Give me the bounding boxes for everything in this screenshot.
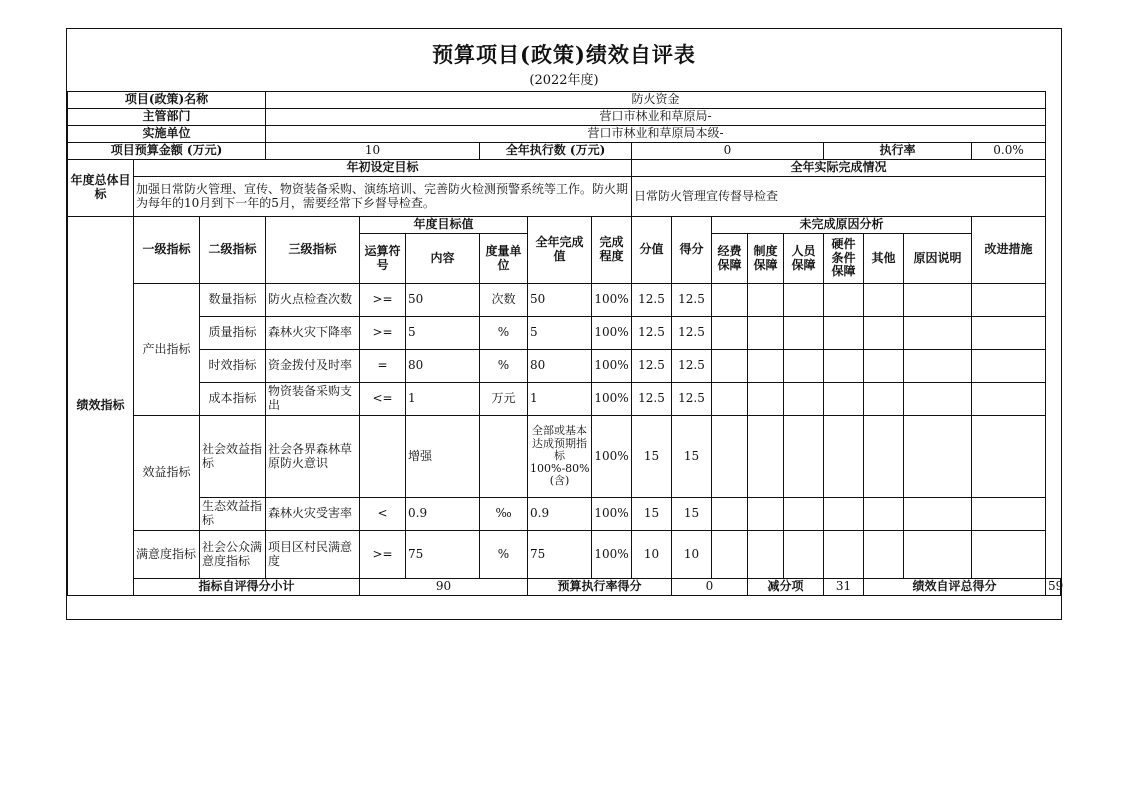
cell-actual: 75 [528,531,592,579]
cell-l2: 数量指标 [200,284,266,317]
cell-unit: 次数 [480,284,528,317]
table-row [68,498,1061,531]
cell-op: >= [360,317,406,350]
col-score-value: 分值 [632,217,672,284]
col-actual: 全年完成值 [528,217,592,284]
cell-l3: 社会各界森林草原防火意识 [266,416,360,498]
row-unit [68,126,1061,143]
project-name-value: 防火资金 [266,92,1046,109]
cell-unit: 万元 [480,383,528,416]
total-value: 59 [1046,579,1061,596]
subtotal-value: 90 [360,579,528,596]
cell-actual: 全部或基本达成预期指标100%-80%(含) [528,416,592,498]
cell-op: < [360,498,406,531]
col-reason-staff: 人员保障 [784,234,824,284]
cell-unit: % [480,350,528,383]
evaluation-sheet [66,28,1062,620]
cell-score: 10 [672,531,712,579]
cell-op: >= [360,531,406,579]
col-improve: 改进措施 [972,217,1046,284]
col-content: 内容 [406,234,480,284]
year-label: (2022年度) [529,73,599,88]
unit-value: 营口市林业和草原局本级- [266,126,1046,143]
col-degree: 完成程度 [592,217,632,284]
deduct-label: 减分项 [748,579,824,596]
rate-value: 0.0% [972,143,1046,160]
actual-completion-label: 全年实际完成情况 [632,160,1046,177]
cell-unit [480,416,528,498]
col-l1: 一级指标 [134,217,200,284]
cell-content: 0.9 [406,498,480,531]
cell-score: 15 [672,498,712,531]
cell-value: 12.5 [632,317,672,350]
cell-l2: 生态效益指标 [200,498,266,531]
cell-l3: 森林火灾下降率 [266,317,360,350]
executed-value: 0 [632,143,824,160]
cell-unit: % [480,317,528,350]
cell-degree: 100% [592,284,632,317]
cell-value: 10 [632,531,672,579]
rate-label: 执行率 [824,143,972,160]
cell-op: = [360,350,406,383]
cell-content: 5 [406,317,480,350]
cell-content: 80 [406,350,480,383]
page-title: 预算项目(政策)绩效自评表 [432,42,696,67]
col-reason-funds: 经费保障 [712,234,748,284]
exec-score-value: 0 [672,579,748,596]
initial-goal-text: 加强日常防火管理、宣传、物资装备采购、演练培训、完善防火检测预警系统等工作。防火期为每年的10月到下一年的5月，需要经常下乡督导检查。 [134,177,632,217]
table-row [68,531,1061,579]
row-project-name [68,92,1061,109]
cell-degree: 100% [592,498,632,531]
row-goals-body [68,177,1061,217]
cell-actual: 50 [528,284,592,317]
cell-degree: 100% [592,350,632,383]
budget-label: 项目预算金额 (万元) [68,143,266,160]
row-budget [68,143,1061,160]
dept-value: 营口市林业和草原局- [266,109,1046,126]
table-row [68,350,1061,383]
initial-goal-label: 年初设定目标 [134,160,632,177]
row-dept [68,109,1061,126]
cell-l2: 质量指标 [200,317,266,350]
cell-l2: 成本指标 [200,383,266,416]
col-reason-desc: 原因说明 [904,234,972,284]
cell-unit: % [480,531,528,579]
exec-score-label: 预算执行率得分 [528,579,672,596]
cell-op: >= [360,284,406,317]
evaluation-table [67,91,1064,596]
cell-actual: 80 [528,350,592,383]
cell-content: 50 [406,284,480,317]
col-l3: 三级指标 [266,217,360,284]
executed-label: 全年执行数 (万元) [480,143,632,160]
group-satisfaction: 满意度指标 [134,531,200,579]
annual-goal-label: 年度总体目标 [68,160,134,217]
cell-op: <= [360,383,406,416]
project-name-label: 项目(政策)名称 [68,92,266,109]
col-reason-group: 未完成原因分析 [712,217,972,234]
col-l2: 二级指标 [200,217,266,284]
cell-value: 15 [632,498,672,531]
row-footer [68,579,1061,596]
table-row [68,317,1061,350]
deduct-value: 31 [824,579,864,596]
col-op: 运算符号 [360,234,406,284]
cell-content: 75 [406,531,480,579]
cell-score: 12.5 [672,383,712,416]
cell-value: 12.5 [632,350,672,383]
cell-content: 增强 [406,416,480,498]
table-row [68,416,1061,498]
cell-score: 12.5 [672,350,712,383]
cell-degree: 100% [592,383,632,416]
subtotal-label: 指标自评得分小计 [134,579,360,596]
cell-l2: 社会公众满意度指标 [200,531,266,579]
row-header-1 [68,217,1061,234]
cell-value: 12.5 [632,284,672,317]
col-target-group: 年度目标值 [360,217,528,234]
cell-actual: 1 [528,383,592,416]
cell-l2: 时效指标 [200,350,266,383]
col-reason-hardware: 硬件条件保障 [824,234,864,284]
col-score: 得分 [672,217,712,284]
cell-l3: 资金拨付及时率 [266,350,360,383]
group-output: 产出指标 [134,284,200,416]
row-goals-header [68,160,1061,177]
cell-l3: 森林火灾受害率 [266,498,360,531]
col-unit: 度量单位 [480,234,528,284]
cell-unit: ‰ [480,498,528,531]
table-row [68,284,1061,317]
cell-value: 15 [632,416,672,498]
cell-score: 12.5 [672,317,712,350]
total-label: 绩效自评总得分 [864,579,1046,596]
table-row [68,383,1061,416]
cell-degree: 100% [592,416,632,498]
cell-op [360,416,406,498]
budget-value: 10 [266,143,480,160]
cell-value: 12.5 [632,383,672,416]
col-reason-system: 制度保障 [748,234,784,284]
cell-l2: 社会效益指标 [200,416,266,498]
cell-content: 1 [406,383,480,416]
performance-indicator-label: 绩效指标 [68,217,134,596]
cell-l3: 防火点检查次数 [266,284,360,317]
unit-label: 实施单位 [68,126,266,143]
cell-l3: 物资装备采购支出 [266,383,360,416]
cell-actual: 0.9 [528,498,592,531]
cell-degree: 100% [592,317,632,350]
cell-l3: 项目区村民满意度 [266,531,360,579]
col-reason-other: 其他 [864,234,904,284]
cell-score: 15 [672,416,712,498]
dept-label: 主管部门 [68,109,266,126]
cell-actual: 5 [528,317,592,350]
cell-score: 12.5 [672,284,712,317]
actual-completion-text: 日常防火管理宣传督导检查 [632,177,1046,217]
cell-degree: 100% [592,531,632,579]
group-benefit: 效益指标 [134,416,200,531]
